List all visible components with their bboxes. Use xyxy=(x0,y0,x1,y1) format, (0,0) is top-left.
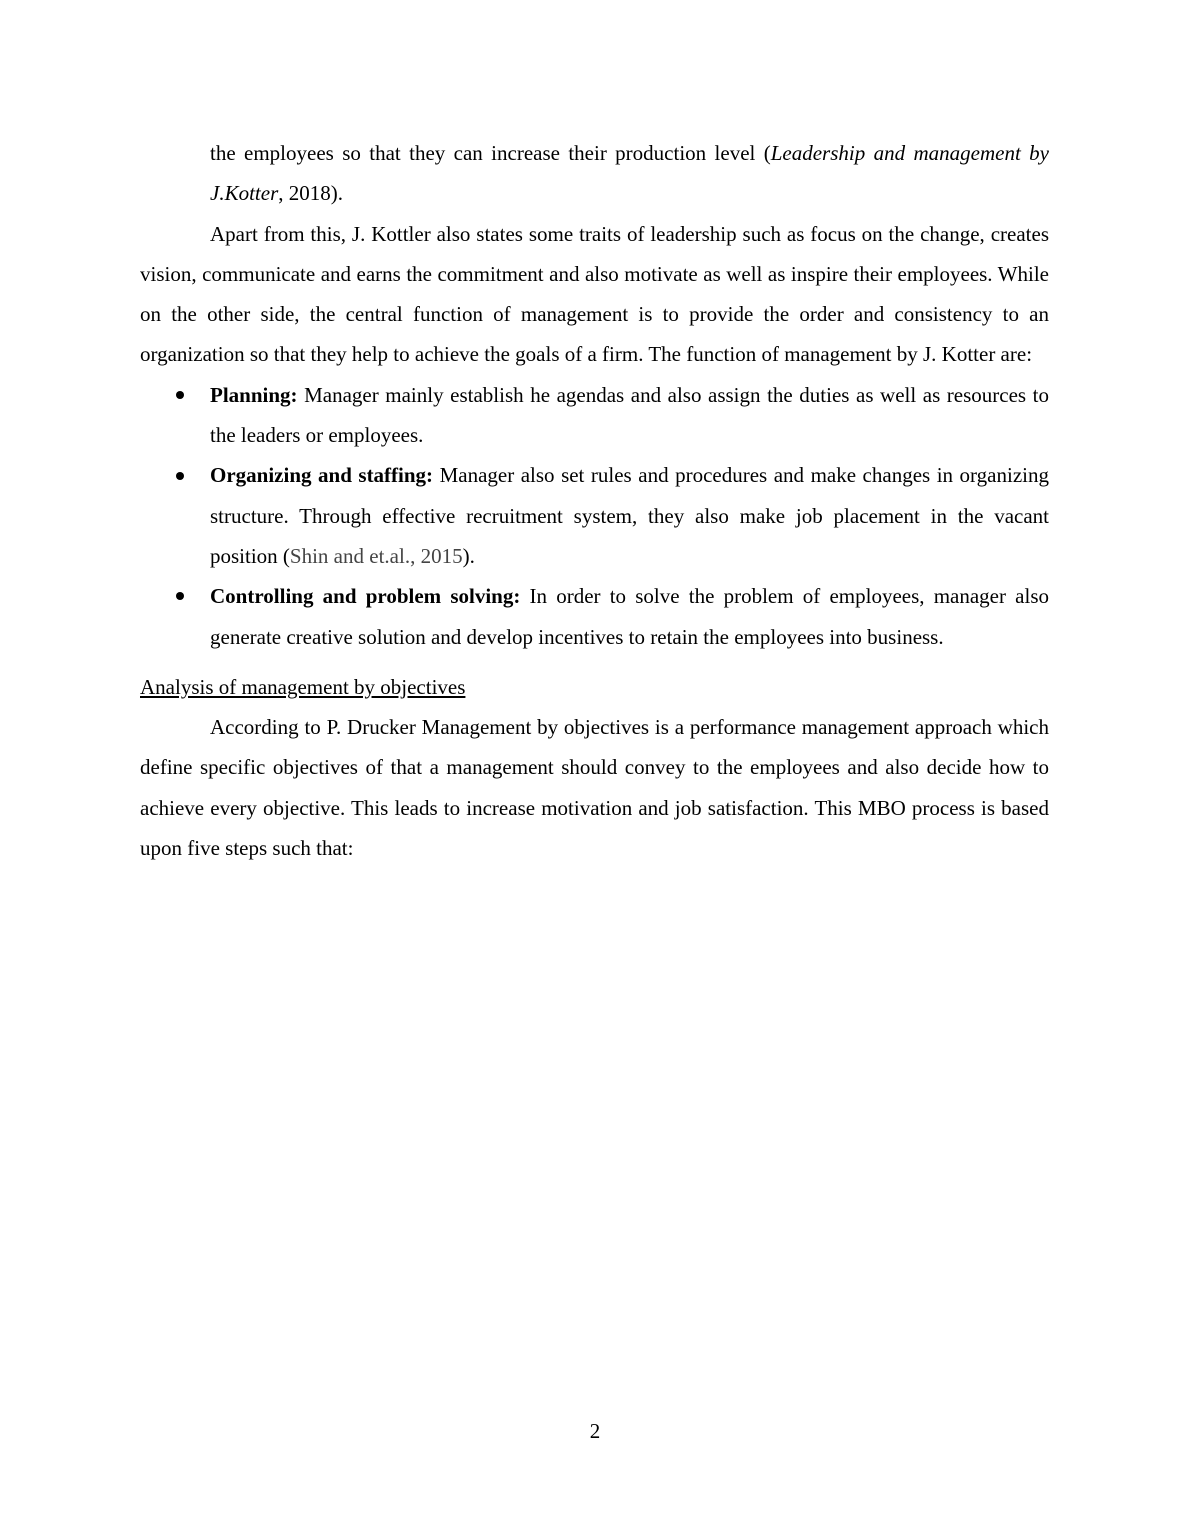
bullet-icon xyxy=(175,576,185,616)
list-item-planning xyxy=(140,375,1049,456)
page-number: 2 xyxy=(589,1419,601,1443)
list-item-controlling xyxy=(140,576,1049,657)
bullet-term: Controlling and problem solving: xyxy=(210,584,521,609)
section-heading: Analysis of management by objectives xyxy=(140,674,466,699)
document-page xyxy=(140,133,1049,868)
list-item-organizing xyxy=(140,455,1049,576)
kotter-paragraph: Apart from this, J. Kottler also states some traits of leadership such as focus on the change, creates vision, communicate and earns the commitment and also motivate as well as inspire their employees. While on the other side, the central function of management is to provide the order and consistency to an organization so that they help to achieve the goals of a firm. The function of management by J. Kotter are: xyxy=(140,221,1049,367)
bullet-term: Planning: xyxy=(210,382,298,407)
bullet-text-end: ). xyxy=(462,543,475,568)
bullet-term: Organizing and staffing: xyxy=(210,463,434,488)
management-functions-list xyxy=(140,375,1049,657)
bullet-citation: Shin and et.al., 2015 xyxy=(289,543,463,568)
citation-italic: Leadership and management by J.Kotter xyxy=(210,141,1049,206)
bullet-icon xyxy=(175,375,185,415)
mbo-paragraph: According to P. Drucker Management by objectives is a performance management approach which define specific objectives of that a management should convey to the employees and also decide how to achieve every objective. This leads to increase motivation and job satisfaction. This MBO process is based upon five steps such that: xyxy=(140,715,1049,861)
continued-text: the employees so that they can increase their production level ( xyxy=(210,141,771,165)
citation-year: , 2018). xyxy=(278,181,343,206)
bullet-text: Manager also set rules and procedures and make changes in organizing structure. Through effective recruitment system, they also make job placement in the vacant position ( xyxy=(210,463,1049,568)
bullet-icon xyxy=(175,455,185,495)
continued-paragraph xyxy=(140,133,1049,214)
bullet-text: Manager mainly establish he agendas and also assign the duties as well as resources to the leaders or employees. xyxy=(210,382,1049,448)
bullet-text: In order to solve the problem of employees, manager also generate creative solution and develop incentives to retain the employees into business. xyxy=(210,584,1049,649)
